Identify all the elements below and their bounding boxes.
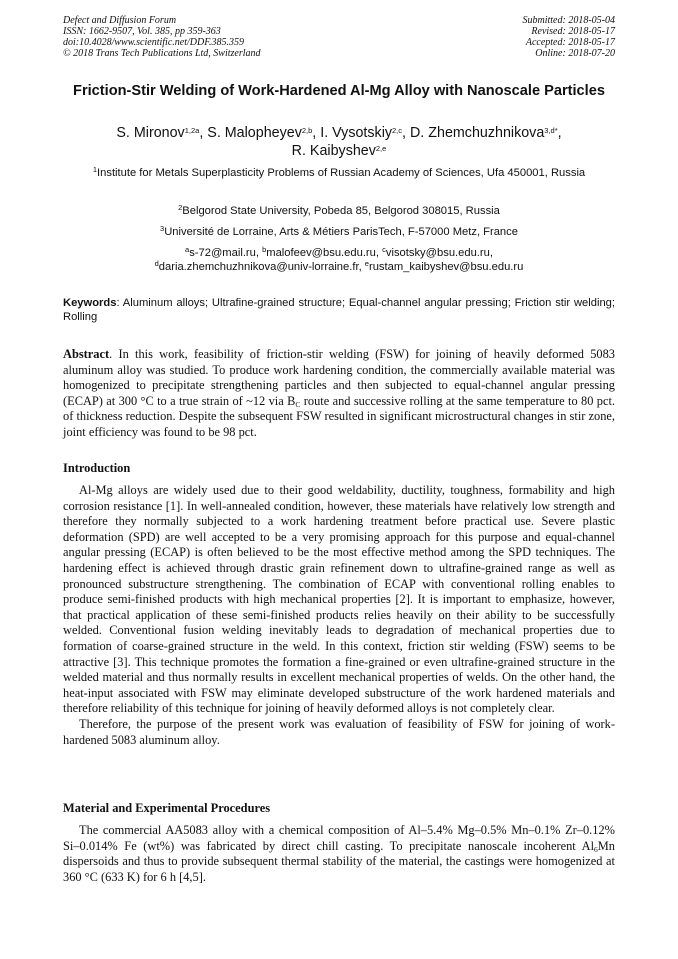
abstract-block bbox=[63, 347, 615, 441]
affiliation-3 bbox=[63, 225, 615, 239]
journal-name: Defect and Diffusion Forum bbox=[63, 15, 177, 26]
email-marker: b bbox=[262, 245, 267, 254]
issn-line: ISSN: 1662-9507, Vol. 385, pp 359-363 bbox=[63, 26, 221, 37]
author-separator: , bbox=[199, 125, 208, 141]
keywords-block bbox=[63, 296, 615, 324]
materials-body bbox=[63, 823, 615, 885]
introduction-body bbox=[63, 483, 615, 748]
author-separator: , bbox=[402, 125, 410, 141]
author-marker: 1,2a bbox=[184, 126, 200, 135]
email-marker: e bbox=[364, 259, 369, 268]
doi-line: doi:10.4028/www.scientific.net/DDF.385.359 bbox=[63, 37, 245, 48]
affiliation-marker: 3 bbox=[160, 224, 165, 233]
email-marker: a bbox=[185, 245, 190, 254]
keywords-label: Keywords bbox=[63, 297, 117, 309]
submitted-date: Submitted: 2018-05-04 bbox=[522, 15, 615, 26]
email-marker: d bbox=[154, 259, 159, 268]
email-link[interactable]: s-72@mail.ru, bbox=[189, 247, 263, 259]
author-name: S. Malopheyev bbox=[207, 125, 302, 141]
section-heading-introduction: Introduction bbox=[63, 461, 131, 475]
revised-date: Revised: 2018-05-17 bbox=[531, 26, 615, 37]
abstract-text: . In this work, feasibility of friction-stir welding (FSW) for joining of heavily deformed 5083 aluminum alloy was studied. To produce work hardening condition, the commercially available material was homogenized to precipitate strengthening particles and then subjected to equal-channel angular pressing (ECAP) at 300 °C to a true strain of ~12 via B bbox=[63, 347, 615, 408]
paragraph-text: Mn dispersoids and thus to provide subsequent thermal stability of the material, the castings were homogenized at 360 °C (633 K) for 6 h [4,5]. bbox=[63, 838, 615, 884]
affiliation-text: Institute for Metals Superplasticity Problems of Russian Academy of Sciences, Ufa 450001, Russia bbox=[97, 167, 586, 179]
email-link[interactable]: visotsky@bsu.edu.ru, bbox=[385, 247, 493, 259]
author-list bbox=[63, 124, 615, 160]
affiliation-marker: 2 bbox=[178, 203, 183, 212]
author-marker: 2,b bbox=[301, 126, 313, 135]
email-link[interactable]: rustam_kaibyshev@bsu.edu.ru bbox=[368, 261, 524, 273]
journal-header bbox=[63, 15, 261, 59]
paper-title: Friction-Stir Welding of Work-Hardened Al-Mg Alloy with Nanoscale Particles bbox=[73, 83, 605, 99]
author-separator: , bbox=[557, 125, 562, 141]
affiliation-marker: 1 bbox=[92, 165, 98, 174]
author-separator: , bbox=[312, 125, 321, 141]
online-date: Online: 2018-07-20 bbox=[535, 48, 615, 59]
affiliation-text: Université de Lorraine, Arts & Métiers ParisTech, F-57000 Metz, France bbox=[164, 226, 518, 238]
paragraph: Al-Mg alloys are widely used due to their good weldability, ductility, toughness, formability and high corrosion resistance [1]. In well-annealed condition, however, these materials have relatively low strength and therefore they normally subjected to a work hardening treatment before practical use. Severe plastic deformation (SPD) are well accepted to be a very promising approach for this purpose and equal-channel angular pressing (ECAP) is often believed to be the most effective method among the SPD techniques. The hardening effect is achieved through drastic grain refinement down to ultrafine-grained range as well as pronounced substructure strengthening. The combination of ECAP with conventional rolling enables to produce semi-finished products with high mechanical properties [2]. It is important to emphasize, however, that practical application of these semi-finished products relies heavily on their ability to be successfully welded. Conventional fusion welding inevitably leads to degradation of mechanical properties due to formation of coarse-grained structure in the weld. In this context, friction stir welding (FSW) seems to be attractive [3]. This technique promotes the formation a fine-grained or even ultrafine-grained structure in the welded material and thus normally results in excellent mechanical properties of welds. On the other hand, the heat-input associated with FSW may eliminate developed substructure of the work hardened materials and therefore reliability of this technique for joining of heavily deformed alloys is not completely clear. bbox=[63, 483, 615, 716]
paragraph bbox=[63, 823, 615, 885]
affiliation-text: Belgorod State University, Pobeda 85, Belgorod 308015, Russia bbox=[182, 205, 500, 217]
affiliation-2 bbox=[63, 204, 615, 218]
paragraph: Therefore, the purpose of the present work was evaluation of feasibility of FSW for joining of work-hardened 5083 aluminum alloy. bbox=[63, 716, 615, 747]
author-name: I. Vysotskiy bbox=[320, 125, 393, 141]
copyright-line: © 2018 Trans Tech Publications Ltd, Switzerland bbox=[63, 48, 261, 59]
email-link[interactable]: malofeev@bsu.edu.ru, bbox=[266, 247, 383, 259]
email-marker: c bbox=[382, 245, 386, 254]
author-marker: 3,d* bbox=[544, 126, 558, 135]
author-name: S. Mironov bbox=[116, 125, 185, 141]
abstract-text: route and successive rolling at the same temperature to 80 pct. of thickness reduction. Despite the subsequent FSW resulted in significant microstructural changes in stir zone, joint efficiency was found to be 98 pct. bbox=[63, 393, 615, 439]
author-emails bbox=[63, 246, 615, 274]
section-heading-materials: Material and Experimental Procedures bbox=[63, 801, 271, 815]
email-link[interactable]: daria.zhemchuzhnikova@univ-lorraine.fr, bbox=[158, 261, 365, 273]
abstract-label: Abstract bbox=[63, 347, 110, 361]
formula-subscript: 6 bbox=[594, 844, 598, 854]
dates-header bbox=[523, 15, 616, 59]
abstract-subscript: C bbox=[295, 399, 301, 409]
affiliation-1 bbox=[63, 166, 615, 180]
author-name: R. Kaibyshev bbox=[291, 143, 376, 159]
accepted-date: Accepted: 2018-05-17 bbox=[525, 37, 615, 48]
author-marker: 2,e bbox=[375, 144, 387, 153]
paragraph-text: The commercial AA5083 alloy with a chemical composition of Al–5.4% Mg–0.5% Mn–0.1% Zr–0.12% Si–0.014% Fe (wt%) was fabricated by direct chill casting. To precipitate nanoscale incoherent Al bbox=[63, 823, 615, 853]
author-name: D. Zhemchuzhnikova bbox=[409, 125, 545, 141]
author-marker: 2,c bbox=[392, 126, 403, 135]
keywords-text: : Aluminum alloys; Ultrafine-grained structure; Equal-channel angular pressing; Friction stir welding; Rolling bbox=[63, 297, 615, 323]
